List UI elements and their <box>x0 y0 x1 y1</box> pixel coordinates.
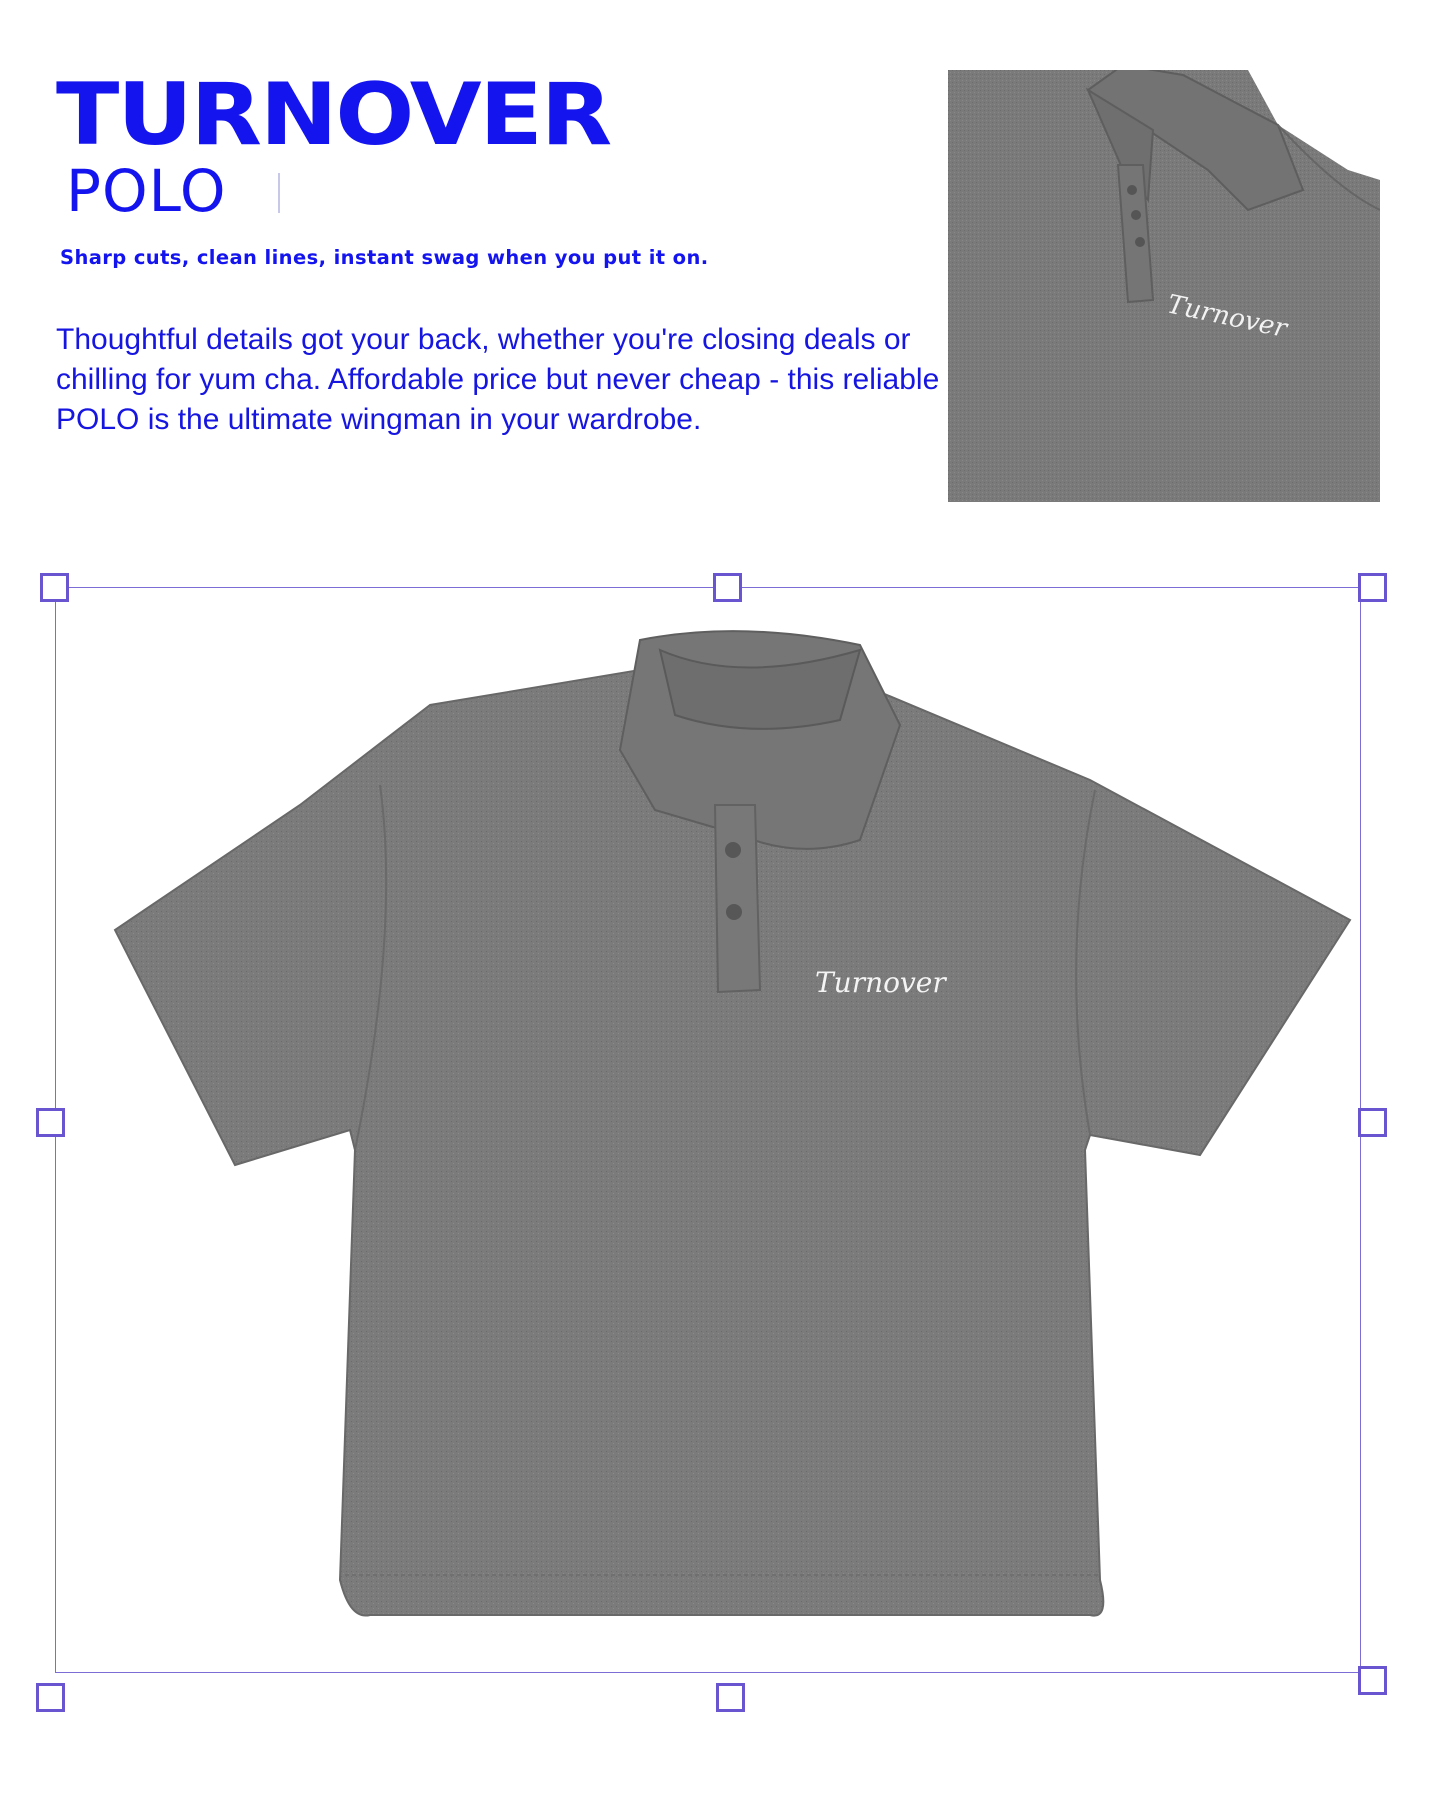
resize-handle-top-left[interactable] <box>40 573 69 602</box>
resize-handle-middle-left[interactable] <box>36 1108 65 1137</box>
shirt-logo-text: Turnover <box>815 966 946 999</box>
product-description: Thoughtful details got your back, whether you're closing deals or chilling for yum cha. Affordable price but never cheap - this reliable POLO is the ultimate wingman in your wardrobe. <box>56 323 940 436</box>
product-title: TURNOVER <box>56 65 611 165</box>
polo-shirt-image <box>100 630 1360 1680</box>
product-subtitle: POLO <box>66 157 227 225</box>
inset-logo-text: Turnover <box>1164 289 1290 345</box>
resize-handle-top-right[interactable] <box>1358 573 1387 602</box>
tagline: Sharp cuts, clean lines, instant swag when you put it on. <box>60 246 709 269</box>
collar-closeup-image <box>948 70 1380 502</box>
resize-handle-bottom-left[interactable] <box>36 1683 65 1712</box>
resize-handle-middle-right[interactable] <box>1358 1108 1387 1137</box>
resize-handle-top-center[interactable] <box>713 573 742 602</box>
resize-handle-bottom-right[interactable] <box>1358 1666 1387 1695</box>
text-cursor <box>278 173 280 213</box>
resize-handle-bottom-center[interactable] <box>716 1683 745 1712</box>
